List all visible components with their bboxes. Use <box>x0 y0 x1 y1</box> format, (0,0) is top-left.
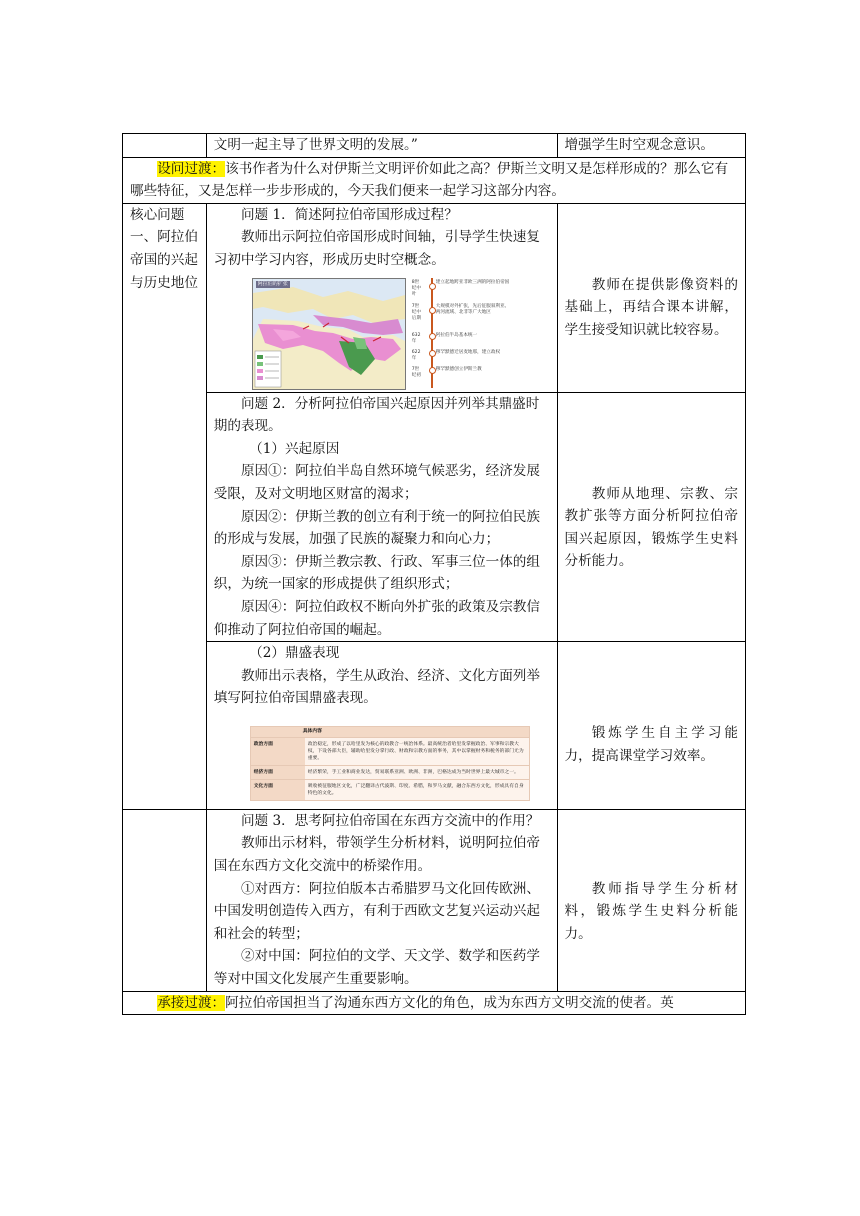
question-3-note-cell <box>557 809 746 991</box>
timeline-figure <box>252 278 512 388</box>
transition-text: 该书作者为什么对伊斯兰文明评价如此之高？伊斯兰文明又是怎样形成的？那么它有哪些特征，又是怎样一步步形成的，今天我们便来一起学习这部分内容。 <box>130 160 729 200</box>
question-1-title: 问题 1．简述阿拉伯帝国形成过程？ <box>240 206 458 223</box>
question-3-title: 问题 3．思考阿拉伯帝国在东西方交流中的作用？ <box>240 812 540 829</box>
transition-label: 设问过渡： <box>157 160 226 177</box>
prosperity-row: 文化方面 吸收被征服地区文化，广泛翻译古代波斯、印度、希腊，和罗马文献，融合东西方文化，形成具有自身特色的文化。 <box>251 779 529 800</box>
prosperity-body: 教师出示表格，学生从政治、经济、文化方面列举填写阿拉伯帝国鼎盛表现。 <box>213 667 540 707</box>
question-3-point-2: ②对中国：阿拉伯的文学、天文学、数学和医药学等对中国文化发展产生重要影响。 <box>213 948 540 988</box>
table-row <box>123 642 746 810</box>
lesson-plan-table <box>122 133 746 1015</box>
question-2-note-cell <box>557 392 746 642</box>
table-row <box>123 991 746 1015</box>
reason-3: 原因③：伊斯兰教宗教、行政、军事三位一体的组织，为统一国家的形成提供了组织形式； <box>213 553 540 593</box>
question-1-note-cell <box>557 203 746 392</box>
question-1-cell <box>206 203 557 392</box>
reason-2: 原因②：伊斯兰教的创立有利于统一的阿拉伯民族的形成与发展，加强了民族的凝聚力和向心力； <box>213 508 540 548</box>
map-illustration <box>253 279 405 389</box>
question-3-note: 教师指导学生分析材料，锻炼学生史料分析能力。 <box>564 880 738 943</box>
reasons-heading: （1）兴起原因 <box>249 440 340 457</box>
transition-row <box>123 991 746 1015</box>
reason-4: 原因④：阿拉伯政权不断向外扩张的政策及宗教信仰推动了阿拉伯帝国的崛起。 <box>213 598 540 638</box>
question-2-cell <box>206 392 557 642</box>
table-row <box>123 134 746 158</box>
reason-1: 原因①：阿拉伯半岛自然环境气候恶劣，经济发展受限，及对文明地区财富的渴求； <box>213 463 540 502</box>
question-2b-note-cell <box>557 642 746 810</box>
question-3-body: 教师出示材料，带领学生分析材料，说明阿拉伯帝国在东西方文化交流中的桥梁作用。 <box>213 835 540 875</box>
transition-text: 阿拉伯帝国担当了沟通东西方文化的角色，成为东西方文明交流的使者。英 <box>225 994 674 1011</box>
timeline: 8世纪中叶 建立起地跨亚非欧三洲的阿拉伯帝国 7世纪中后期 大规模对外扩张，先后征服叙利亚、两河流域、北非等广大地区 632年 阿拉伯半岛基本统一 622年 穆罕默德迁居麦地那，建立政权 7世纪初 穆罕默德创立伊斯兰教 <box>412 278 512 388</box>
prosperity-table-header: 具体内容 <box>302 728 322 734</box>
question-2-title: 问题 2．分析阿拉伯帝国兴起原因并列举其鼎盛时期的表现。 <box>213 395 540 435</box>
table-row <box>123 809 746 991</box>
question-3-cell <box>206 809 557 991</box>
table-row <box>123 157 746 203</box>
core-question-title: 核心问题一、阿拉伯帝国的兴起与历史地位 <box>123 203 207 809</box>
prosperity-row: 经济方面 经济繁荣，手工业和商业发达，贸易联系亚洲、欧洲、非洲，巴格达成为当时世界上最大城市之一。 <box>251 765 529 779</box>
design-note: 增强学生时空观念意识。 <box>557 134 746 158</box>
question-2b-note: 锻炼学生自主学习能力，提高课堂学习效率。 <box>564 725 738 764</box>
prosperity-table <box>250 726 530 801</box>
question-1-note: 教师在提供影像资料的基础上，再结合课本讲解，学生接受知识就比较容易。 <box>564 276 738 338</box>
prosperity-row: 政治方面 政治稳定，形成了以哈里发为核心的政教合一统治体系。最高统治者哈里发掌握政治、军事和宗教大权，下设各部大臣，辅助哈里发分掌行政、财政和宗教方面的事务，其中以掌握财务和税务的部门尤为重要。 <box>251 737 529 765</box>
question-2-note: 教师从地理、宗教、宗教扩张等方面分析阿拉伯帝国兴起原因，锻炼学生史料分析能力。 <box>564 485 738 570</box>
question-3-point-1: ①对西方：阿拉伯版本古希腊罗马文化回传欧洲、中国发明创造传入西方，有利于西欧文艺复兴运动兴起和社会的转型； <box>213 880 540 942</box>
table-row <box>123 392 746 642</box>
question-1-body: 教师出示阿拉伯帝国形成时间轴，引导学生快速复习初中学习内容，形成历史时空概念。 <box>213 229 540 268</box>
transition-row <box>123 157 746 203</box>
quote-ending: 文明一起主导了世界文明的发展。” <box>206 134 557 158</box>
question-2b-cell <box>206 642 557 810</box>
empire-map <box>252 278 406 390</box>
map-caption: 阿拉伯的扩张 <box>257 280 288 287</box>
prosperity-heading: （2）鼎盛表现 <box>249 645 340 662</box>
table-row <box>123 203 746 392</box>
transition-label: 承接过渡： <box>157 994 226 1011</box>
